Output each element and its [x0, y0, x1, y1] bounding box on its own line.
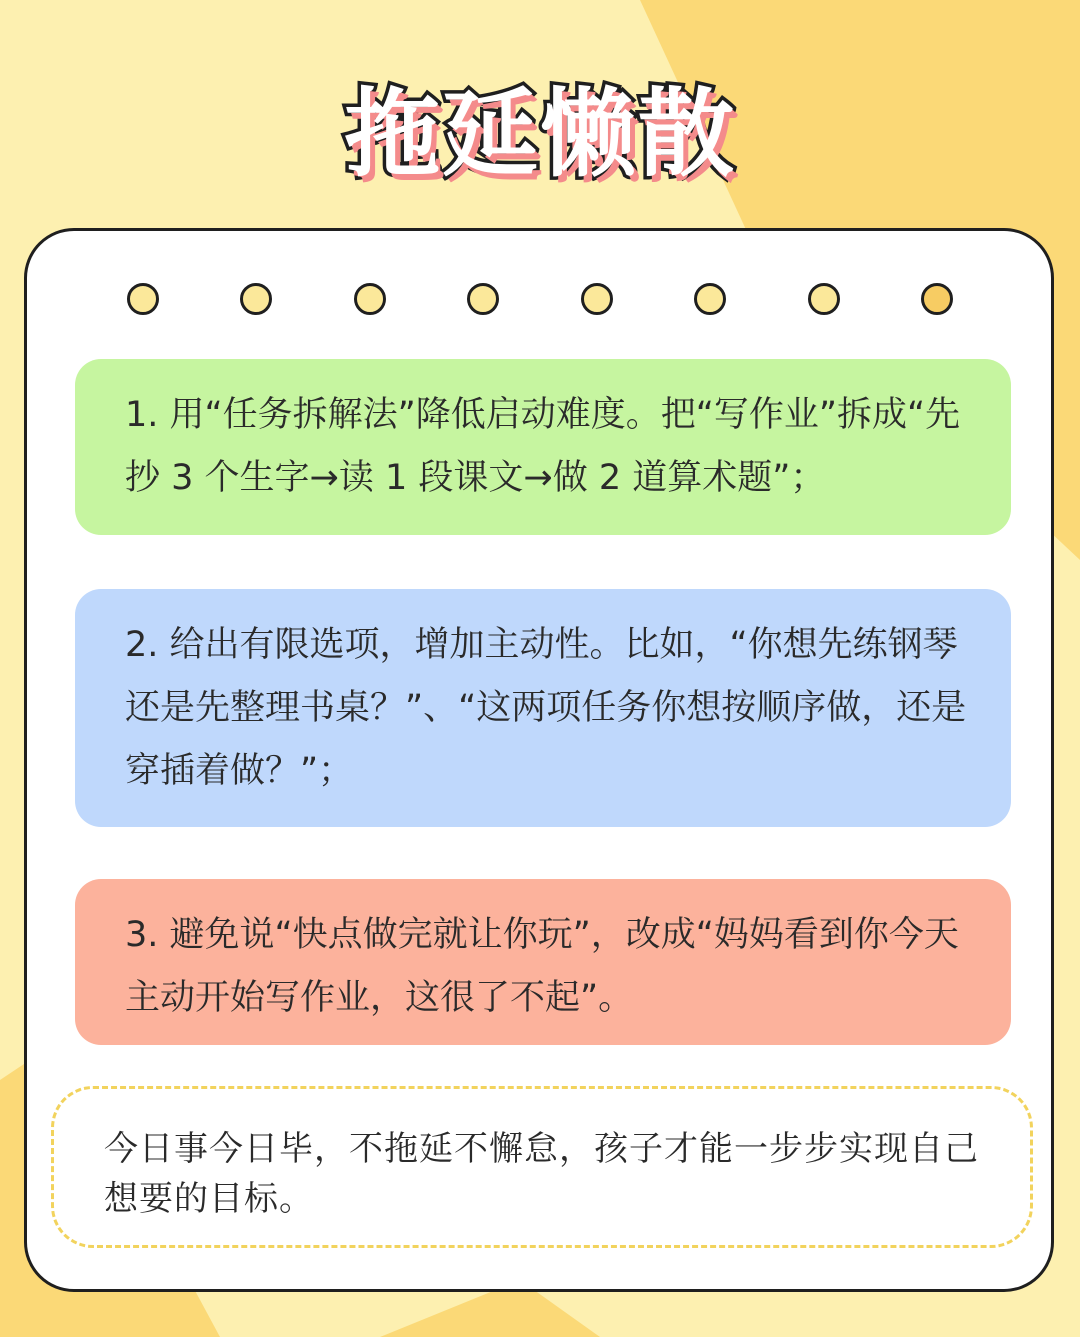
binder-hole	[581, 283, 613, 315]
binder-hole	[694, 283, 726, 315]
binder-hole	[808, 283, 840, 315]
binder-hole	[127, 283, 159, 315]
binder-hole	[467, 283, 499, 315]
notebook-card	[24, 228, 1054, 1292]
tip-3: 3. 避免说“快点做完就让你玩”，改成“妈妈看到你今天主动开始写作业，这很了不起”。	[75, 879, 1011, 1045]
page-title: 拖延懒散	[344, 78, 736, 190]
tip-2: 2. 给出有限选项，增加主动性。比如，“你想先练钢琴还是先整理书桌？”、“这两项任务你想按顺序做，还是穿插着做？”；	[75, 589, 1011, 827]
binder-hole	[921, 283, 953, 315]
binder-hole	[240, 283, 272, 315]
binder-hole	[354, 283, 386, 315]
tip-1: 1. 用“任务拆解法”降低启动难度。把“写作业”拆成“先抄 3 个生字→读 1 段课文→做 2 道算术题”；	[75, 359, 1011, 535]
summary-note: 今日事今日毕，不拖延不懈怠，孩子才能一步步实现自己想要的目标。	[51, 1086, 1033, 1248]
